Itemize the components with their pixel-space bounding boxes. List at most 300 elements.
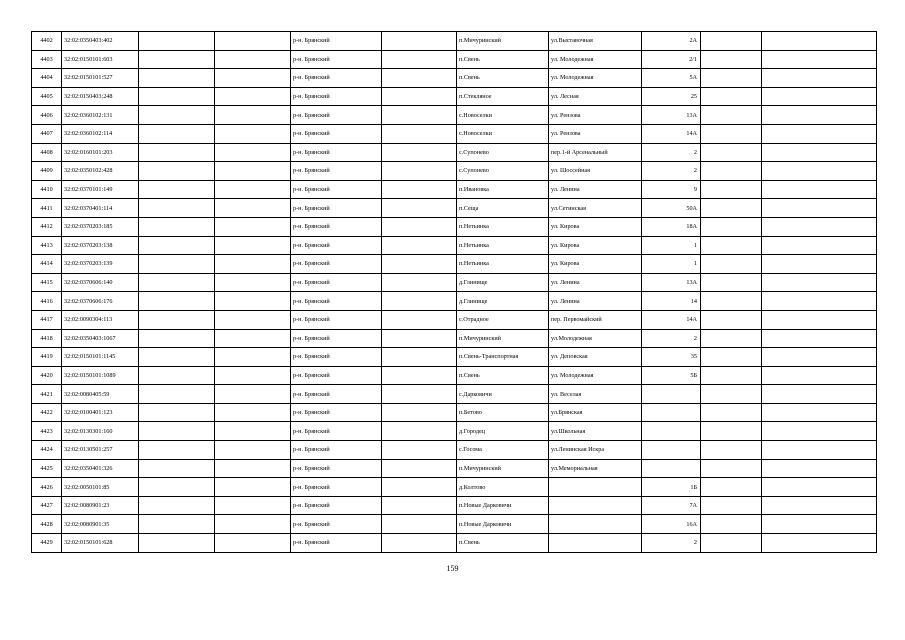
empty-cell [382,441,457,460]
empty-cell [139,366,215,385]
district-cell: р-н. Брянский [291,143,382,162]
cadastral-number-cell: 32:02:0350403:402 [62,32,139,51]
empty-cell [139,385,215,404]
empty-cell [382,459,457,478]
row-number-cell: 4429 [32,534,62,553]
house-number-cell: 18А [642,217,701,236]
empty-cell [139,236,215,255]
empty-cell [139,403,215,422]
empty-cell [762,422,877,441]
empty-cell [701,217,762,236]
table-row [32,478,877,497]
table-row [32,217,877,236]
empty-cell [139,273,215,292]
empty-cell [701,422,762,441]
empty-cell [139,50,215,69]
empty-cell [139,124,215,143]
district-cell: р-н. Брянский [291,441,382,460]
district-cell: р-н. Брянский [291,32,382,51]
empty-cell [382,143,457,162]
street-cell: ул. Рензова [549,106,642,125]
house-number-cell: 2 [642,329,701,348]
house-number-cell: 14А [642,124,701,143]
cadastral-number-cell: 32:02:0370101:149 [62,180,139,199]
house-number-cell [642,441,701,460]
settlement-cell: п.Свень [457,69,549,88]
house-number-cell: 14 [642,292,701,311]
street-cell [549,534,642,553]
district-cell: р-н. Брянский [291,515,382,534]
house-number-cell: 1 [642,255,701,274]
street-cell: ул.Ленинская Искра [549,441,642,460]
empty-cell [382,69,457,88]
empty-cell [701,162,762,181]
street-cell: ул. Ленина [549,292,642,311]
district-cell: р-н. Брянский [291,236,382,255]
settlement-cell: п.Нетьинка [457,236,549,255]
empty-cell [382,199,457,218]
empty-cell [701,515,762,534]
district-cell: р-н. Брянский [291,50,382,69]
row-number-cell: 4415 [32,273,62,292]
cadastral-number-cell: 32:02:0080901:35 [62,515,139,534]
row-number-cell: 4410 [32,180,62,199]
house-number-cell: 2 [642,534,701,553]
table-row [32,124,877,143]
row-number-cell: 4406 [32,106,62,125]
settlement-cell: с.Отрадное [457,310,549,329]
empty-cell [139,329,215,348]
empty-cell [139,106,215,125]
empty-cell [139,162,215,181]
empty-cell [762,50,877,69]
empty-cell [701,69,762,88]
empty-cell [382,273,457,292]
street-cell: ул.Выставочная [549,32,642,51]
cadastral-number-cell: 32:02:0050101:85 [62,478,139,497]
empty-cell [382,255,457,274]
empty-cell [382,385,457,404]
empty-cell [215,478,291,497]
street-cell: ул. Рензова [549,124,642,143]
row-number-cell: 4417 [32,310,62,329]
empty-cell [762,403,877,422]
empty-cell [701,87,762,106]
street-cell: ул. Веселая [549,385,642,404]
table-row [32,515,877,534]
row-number-cell: 4419 [32,348,62,367]
row-number-cell: 4421 [32,385,62,404]
empty-cell [762,32,877,51]
empty-cell [762,329,877,348]
empty-cell [382,236,457,255]
house-number-cell: 1Б [642,478,701,497]
row-number-cell: 4414 [32,255,62,274]
empty-cell [215,441,291,460]
empty-cell [382,366,457,385]
table-row [32,255,877,274]
empty-cell [762,459,877,478]
empty-cell [215,496,291,515]
empty-cell [215,348,291,367]
empty-cell [382,515,457,534]
row-number-cell: 4428 [32,515,62,534]
empty-cell [215,162,291,181]
street-cell: ул.Брянская [549,403,642,422]
row-number-cell: 4409 [32,162,62,181]
empty-cell [215,329,291,348]
row-number-cell: 4425 [32,459,62,478]
table-row [32,403,877,422]
cadastral-number-cell: 32:02:0360102:131 [62,106,139,125]
cadastral-number-cell: 32:02:0150101:1089 [62,366,139,385]
empty-cell [762,143,877,162]
empty-cell [215,534,291,553]
table-row [32,366,877,385]
table-body [32,32,877,553]
empty-cell [215,273,291,292]
cadastral-number-cell: 32:02:0350403:1067 [62,329,139,348]
table-row [32,534,877,553]
empty-cell [382,348,457,367]
cadastral-number-cell: 32:02:0150101:628 [62,534,139,553]
street-cell: ул. Ленина [549,180,642,199]
settlement-cell: п.Мичуринский [457,329,549,348]
empty-cell [139,348,215,367]
empty-cell [215,403,291,422]
district-cell: р-н. Брянский [291,217,382,236]
table-row [32,50,877,69]
cadastral-number-cell: 32:02:0370203:139 [62,255,139,274]
empty-cell [762,310,877,329]
cadastral-number-cell: 32:02:0370401:114 [62,199,139,218]
empty-cell [701,441,762,460]
cadastral-number-cell: 32:02:0080901:23 [62,496,139,515]
empty-cell [382,106,457,125]
street-cell: ул. Ленина [549,273,642,292]
table-row [32,385,877,404]
house-number-cell [642,459,701,478]
empty-cell [215,310,291,329]
empty-cell [701,534,762,553]
table-row [32,292,877,311]
house-number-cell: 1 [642,236,701,255]
cadastral-number-cell: 32:02:0370203:138 [62,236,139,255]
table-row [32,69,877,88]
table-row [32,87,877,106]
settlement-cell: п.Мичуринский [457,459,549,478]
empty-cell [139,292,215,311]
settlement-cell: с.Новоселки [457,106,549,125]
street-cell: ул.Школьная [549,422,642,441]
street-cell: ул. Кирова [549,255,642,274]
house-number-cell [642,403,701,422]
empty-cell [762,162,877,181]
empty-cell [762,496,877,515]
row-number-cell: 4408 [32,143,62,162]
table-row [32,199,877,218]
empty-cell [382,162,457,181]
empty-cell [701,403,762,422]
district-cell: р-н. Брянский [291,459,382,478]
empty-cell [762,515,877,534]
house-number-cell: 25 [642,87,701,106]
house-number-cell [642,385,701,404]
empty-cell [215,292,291,311]
empty-cell [139,496,215,515]
row-number-cell: 4405 [32,87,62,106]
district-cell: р-н. Брянский [291,180,382,199]
row-number-cell: 4423 [32,422,62,441]
cadastral-number-cell: 32:02:0350401:326 [62,459,139,478]
house-number-cell: 35 [642,348,701,367]
empty-cell [215,69,291,88]
settlement-cell: п.Сеща [457,199,549,218]
empty-cell [382,124,457,143]
empty-cell [215,87,291,106]
settlement-cell: п.Свень-Транспортная [457,348,549,367]
table-row [32,106,877,125]
settlement-cell: п.Новые Дарковичи [457,515,549,534]
empty-cell [382,496,457,515]
page-number: 159 [446,564,459,573]
settlement-cell: п.Новые Дарковичи [457,496,549,515]
street-cell: ул. Молодежная [549,69,642,88]
empty-cell [215,459,291,478]
empty-cell [701,199,762,218]
empty-cell [762,366,877,385]
settlement-cell: с.Супонево [457,143,549,162]
settlement-cell: п.Мичуринский [457,32,549,51]
settlement-cell: д.Глинище [457,292,549,311]
row-number-cell: 4404 [32,69,62,88]
cadastral-number-cell: 32:02:0360102:114 [62,124,139,143]
empty-cell [139,180,215,199]
empty-cell [701,255,762,274]
district-cell: р-н. Брянский [291,199,382,218]
empty-cell [762,106,877,125]
empty-cell [382,180,457,199]
cadastral-number-cell: 32:02:0350102:428 [62,162,139,181]
empty-cell [215,217,291,236]
empty-cell [762,385,877,404]
cadastral-number-cell: 32:02:0370606:176 [62,292,139,311]
cadastral-number-cell: 32:02:0160101:203 [62,143,139,162]
empty-cell [139,69,215,88]
house-number-cell: 2 [642,162,701,181]
house-number-cell [642,422,701,441]
empty-cell [139,217,215,236]
cadastral-number-cell: 32:02:0150403:248 [62,87,139,106]
row-number-cell: 4416 [32,292,62,311]
house-number-cell: 9 [642,180,701,199]
street-cell [549,478,642,497]
empty-cell [139,143,215,162]
settlement-cell: п.Свень [457,50,549,69]
empty-cell [701,385,762,404]
empty-cell [139,32,215,51]
empty-cell [701,143,762,162]
registry-table [31,31,877,553]
empty-cell [701,496,762,515]
row-number-cell: 4427 [32,496,62,515]
cadastral-number-cell: 32:02:0370203:185 [62,217,139,236]
empty-cell [139,459,215,478]
row-number-cell: 4420 [32,366,62,385]
empty-cell [139,87,215,106]
empty-cell [139,534,215,553]
settlement-cell: д.Глинище [457,273,549,292]
empty-cell [762,534,877,553]
district-cell: р-н. Брянский [291,273,382,292]
empty-cell [701,310,762,329]
empty-cell [701,478,762,497]
cadastral-number-cell: 32:02:0080405:59 [62,385,139,404]
empty-cell [762,87,877,106]
cadastral-number-cell: 32:02:0130301:160 [62,422,139,441]
table-row [32,180,877,199]
table-row [32,273,877,292]
street-cell: пер. Первомайский [549,310,642,329]
empty-cell [139,199,215,218]
settlement-cell: с.Госома [457,441,549,460]
table-row [32,32,877,51]
empty-cell [701,236,762,255]
empty-cell [701,459,762,478]
empty-cell [215,143,291,162]
row-number-cell: 4413 [32,236,62,255]
street-cell: пер.1-й Арсенальный [549,143,642,162]
district-cell: р-н. Брянский [291,403,382,422]
empty-cell [701,124,762,143]
settlement-cell: п.Нетьинка [457,255,549,274]
table-row [32,310,877,329]
empty-cell [215,366,291,385]
settlement-cell: п.Свень [457,366,549,385]
cadastral-number-cell: 32:02:0150101:1145 [62,348,139,367]
empty-cell [215,385,291,404]
empty-cell [382,403,457,422]
street-cell: ул. Деповская [549,348,642,367]
empty-cell [382,310,457,329]
empty-cell [701,292,762,311]
district-cell: р-н. Брянский [291,385,382,404]
house-number-cell: 2А [642,32,701,51]
street-cell: ул. Кирова [549,217,642,236]
house-number-cell: 50А [642,199,701,218]
settlement-cell: д.Колтово [457,478,549,497]
table-row [32,348,877,367]
cadastral-number-cell: 32:02:0100401:123 [62,403,139,422]
empty-cell [701,366,762,385]
empty-cell [762,124,877,143]
district-cell: р-н. Брянский [291,106,382,125]
table-row [32,236,877,255]
empty-cell [382,292,457,311]
empty-cell [762,292,877,311]
house-number-cell: 5А [642,69,701,88]
street-cell: ул. Молодежная [549,366,642,385]
house-number-cell: 2 [642,143,701,162]
settlement-cell: п.Свень [457,534,549,553]
district-cell: р-н. Брянский [291,534,382,553]
row-number-cell: 4402 [32,32,62,51]
empty-cell [382,217,457,236]
house-number-cell: 16А [642,515,701,534]
house-number-cell: 13А [642,106,701,125]
cadastral-number-cell: 32:02:0150101:603 [62,50,139,69]
empty-cell [762,478,877,497]
settlement-cell: с.Новоселки [457,124,549,143]
settlement-cell: п.Стекляное [457,87,549,106]
empty-cell [215,50,291,69]
table-row [32,329,877,348]
empty-cell [215,422,291,441]
empty-cell [701,50,762,69]
house-number-cell: 2/1 [642,50,701,69]
row-number-cell: 4424 [32,441,62,460]
row-number-cell: 4422 [32,403,62,422]
empty-cell [139,515,215,534]
empty-cell [762,236,877,255]
street-cell: ул. Кирова [549,236,642,255]
street-cell: ул.Мемориальная [549,459,642,478]
street-cell [549,515,642,534]
empty-cell [701,329,762,348]
empty-cell [382,478,457,497]
empty-cell [762,348,877,367]
cadastral-number-cell: 32:02:0090304:113 [62,310,139,329]
empty-cell [382,422,457,441]
district-cell: р-н. Брянский [291,69,382,88]
district-cell: р-н. Брянский [291,255,382,274]
empty-cell [215,124,291,143]
cadastral-number-cell: 32:02:0370606:140 [62,273,139,292]
empty-cell [762,199,877,218]
district-cell: р-н. Брянский [291,329,382,348]
empty-cell [215,32,291,51]
empty-cell [762,441,877,460]
empty-cell [382,32,457,51]
street-cell: ул.Сетинская [549,199,642,218]
empty-cell [701,106,762,125]
empty-cell [215,106,291,125]
empty-cell [215,255,291,274]
empty-cell [215,180,291,199]
district-cell: р-н. Брянский [291,366,382,385]
street-cell: ул.Молодежная [549,329,642,348]
empty-cell [139,255,215,274]
table-row [32,441,877,460]
row-number-cell: 4407 [32,124,62,143]
house-number-cell: 14А [642,310,701,329]
empty-cell [139,310,215,329]
empty-cell [215,199,291,218]
empty-cell [382,534,457,553]
row-number-cell: 4411 [32,199,62,218]
district-cell: р-н. Брянский [291,348,382,367]
district-cell: р-н. Брянский [291,292,382,311]
street-cell: ул. Молодежная [549,50,642,69]
empty-cell [701,180,762,199]
row-number-cell: 4412 [32,217,62,236]
cadastral-number-cell: 32:02:0130501:257 [62,441,139,460]
empty-cell [762,180,877,199]
empty-cell [701,348,762,367]
row-number-cell: 4426 [32,478,62,497]
settlement-cell: п.Ивановка [457,180,549,199]
empty-cell [701,273,762,292]
